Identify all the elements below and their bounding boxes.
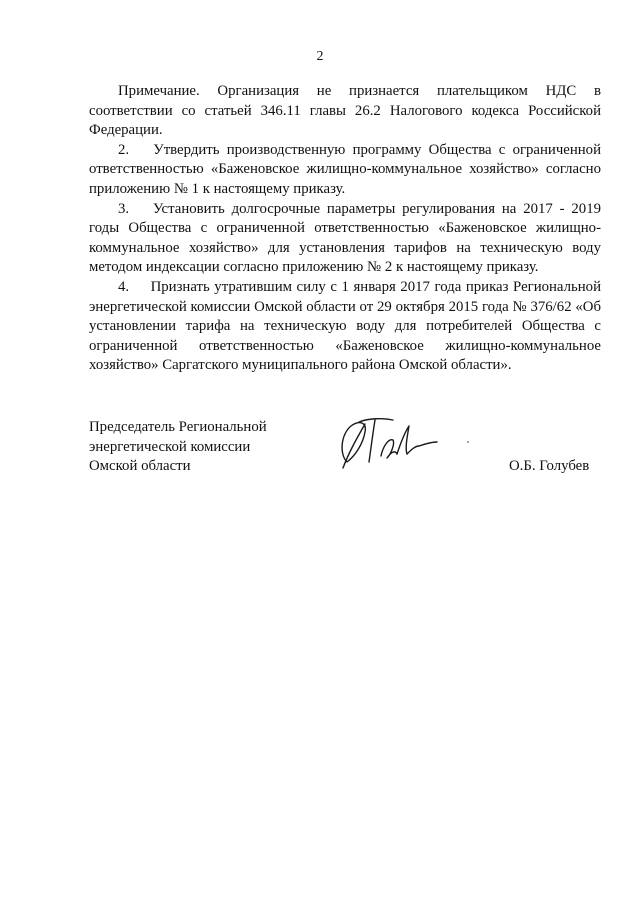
order-item-2 — [89, 141, 601, 200]
scan-speck — [467, 441, 469, 443]
item-number: 3. — [118, 200, 130, 217]
handwritten-signature — [335, 412, 445, 472]
signer-name: О.Б. Голубев — [509, 458, 590, 474]
item-number: 4. — [118, 278, 130, 295]
signer-position-line: Омской области — [89, 458, 191, 475]
signer-position — [89, 418, 267, 477]
page-number: 2 — [316, 49, 324, 64]
order-item-4 — [89, 278, 601, 376]
item-text: Утвердить производственную программу Общества с ограниченной ответственностью «Баженовское жилищно-коммунальное хозяйство» согласно приложению № 1 к настоящему приказу. — [89, 141, 602, 197]
document-body — [89, 82, 601, 376]
order-item-3 — [89, 200, 601, 278]
item-text: Установить долгосрочные параметры регулирования на 2017 - 2019 годы Общества с ограниченной ответственностью «Баженовское жилищно-коммунальное хозяйство» для установления тарифов на техническую воду методом индексации согласно приложению № 2 к настоящему приказу. — [89, 200, 602, 276]
note-text: Примечание. Организация не признается плательщиком НДС в соответствии со статьей 346.11 главы 26.2 Налогового кодекса Российской Федерации. — [89, 83, 601, 139]
item-number: 2. — [118, 141, 130, 158]
item-text: Признать утратившим силу с 1 января 2017 года приказ Региональной энергетической комиссии Омской области от 29 октября 2015 года № 376/62 «Об установлении тарифа на техническую воду для потребителей Общества с ограниченной ответственностью «Баженовское жилищно-коммунальное хозяйство» Саргатского муниципального района Омской области». — [89, 278, 602, 374]
signer-position-line: Председатель Региональной — [89, 419, 267, 435]
signer-position-line: энергетической комиссии — [89, 438, 251, 455]
note-paragraph — [89, 82, 601, 141]
